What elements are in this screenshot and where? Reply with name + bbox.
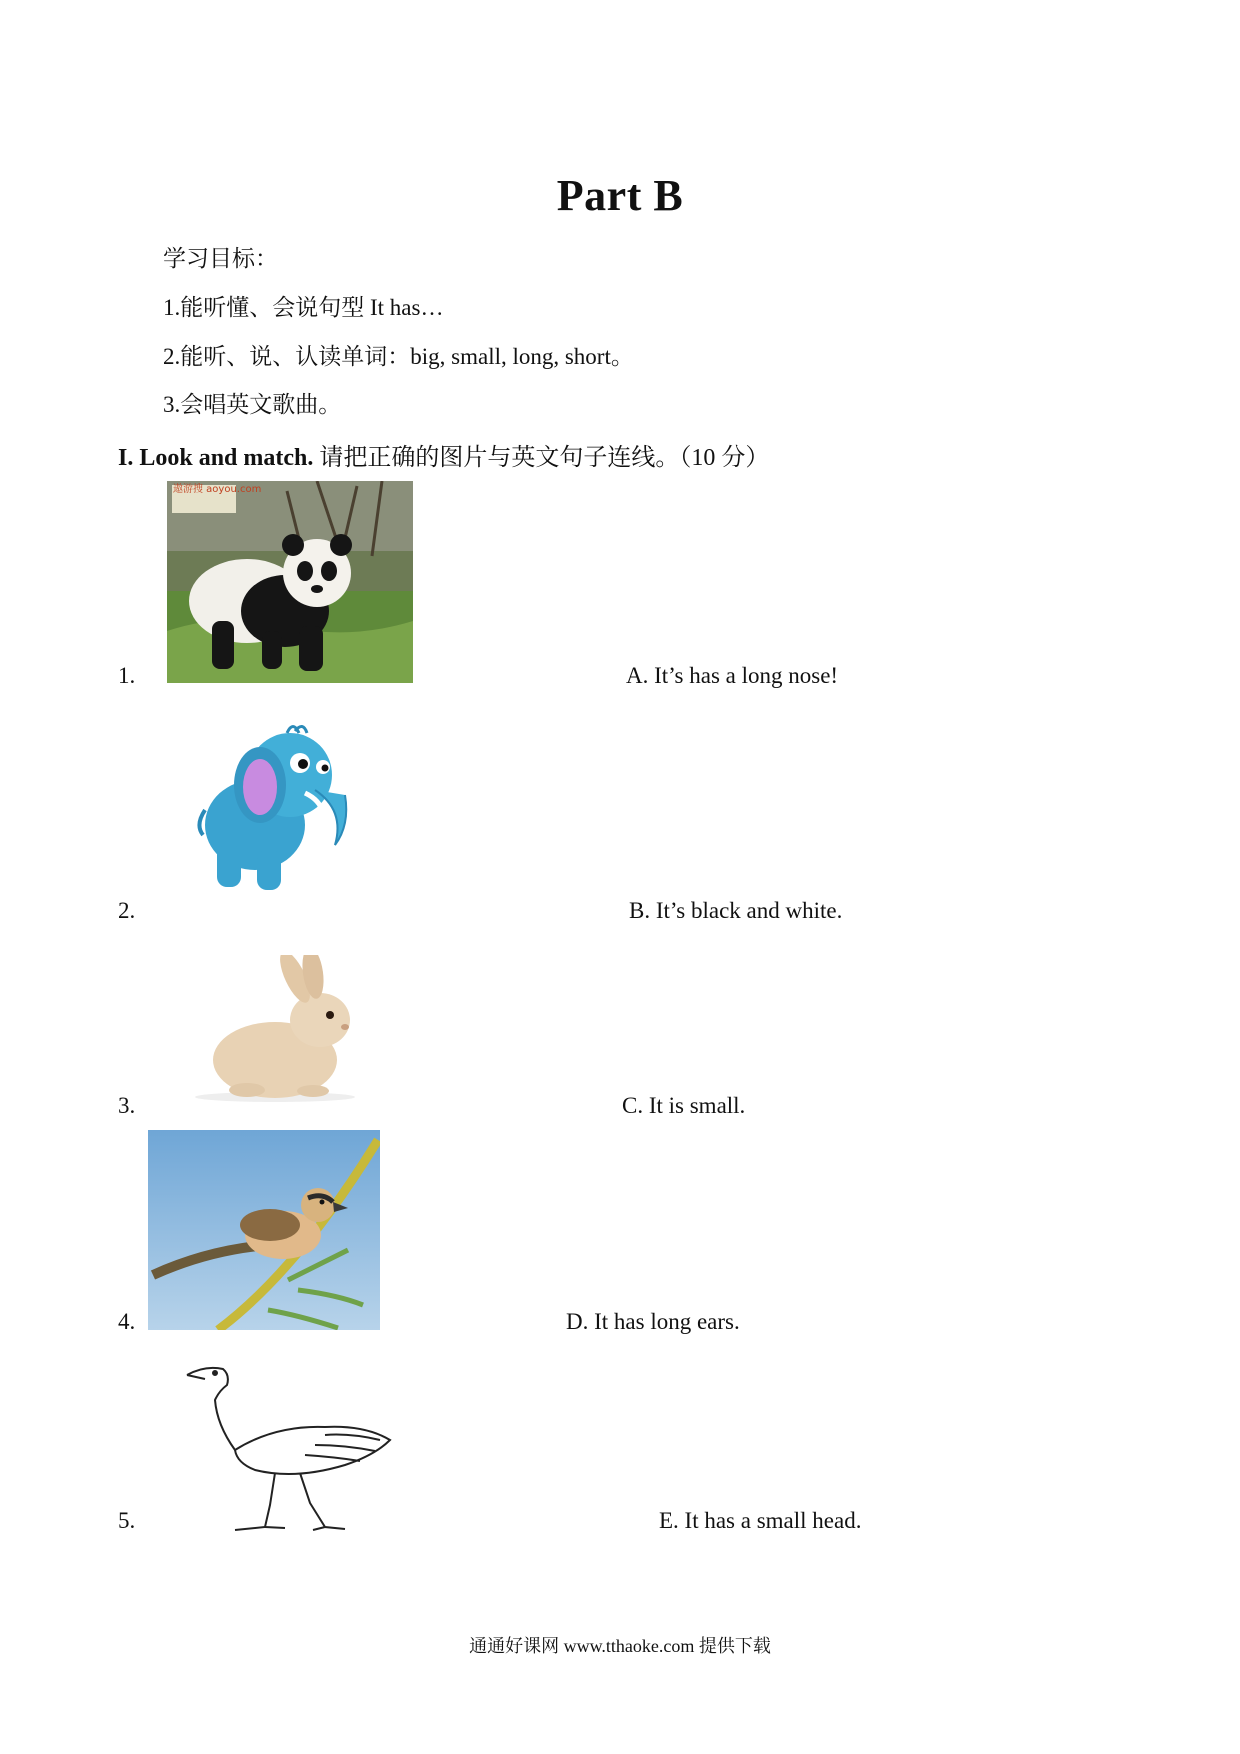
item-number: 4. [118,1309,136,1334]
item-number: 3. [118,1093,136,1118]
panda-picture [167,481,413,683]
page-footer: 通通好课网 www.tthaoke.com 提供下载 [469,1636,771,1656]
image-watermark: 遨游搜 aoyou.com [173,484,262,495]
objective-item: 2.能听、说、认读单词：big, small, long, short。 [163,344,634,369]
page-title: Part B [556,171,684,220]
answer-c: C. It is small. [622,1093,746,1118]
item-number: 5. [118,1508,136,1533]
objectives-heading: 学习目标： [163,246,278,271]
answer-b: B. It’s black and white. [629,898,843,923]
section-instruction: 请把正确的图片与英文句子连线。（10 分） [319,445,770,471]
item-number: 1. [118,663,136,688]
answer-a: A. It’s has a long nose! [626,663,839,688]
section-label: I. Look and match. [118,445,314,471]
objective-item: 3.会唱英文歌曲。 [163,392,342,417]
answer-d: D. It has long ears. [566,1309,740,1334]
objective-item: 1.能听懂、会说句型 It has… [163,295,444,320]
elephant-picture [195,715,375,895]
item-number: 2. [118,898,136,923]
ostrich-picture [175,1355,405,1535]
rabbit-picture [195,955,375,1105]
answer-e: E. It has a small head. [659,1508,862,1533]
bird-picture [148,1130,380,1330]
section-heading [118,437,769,472]
